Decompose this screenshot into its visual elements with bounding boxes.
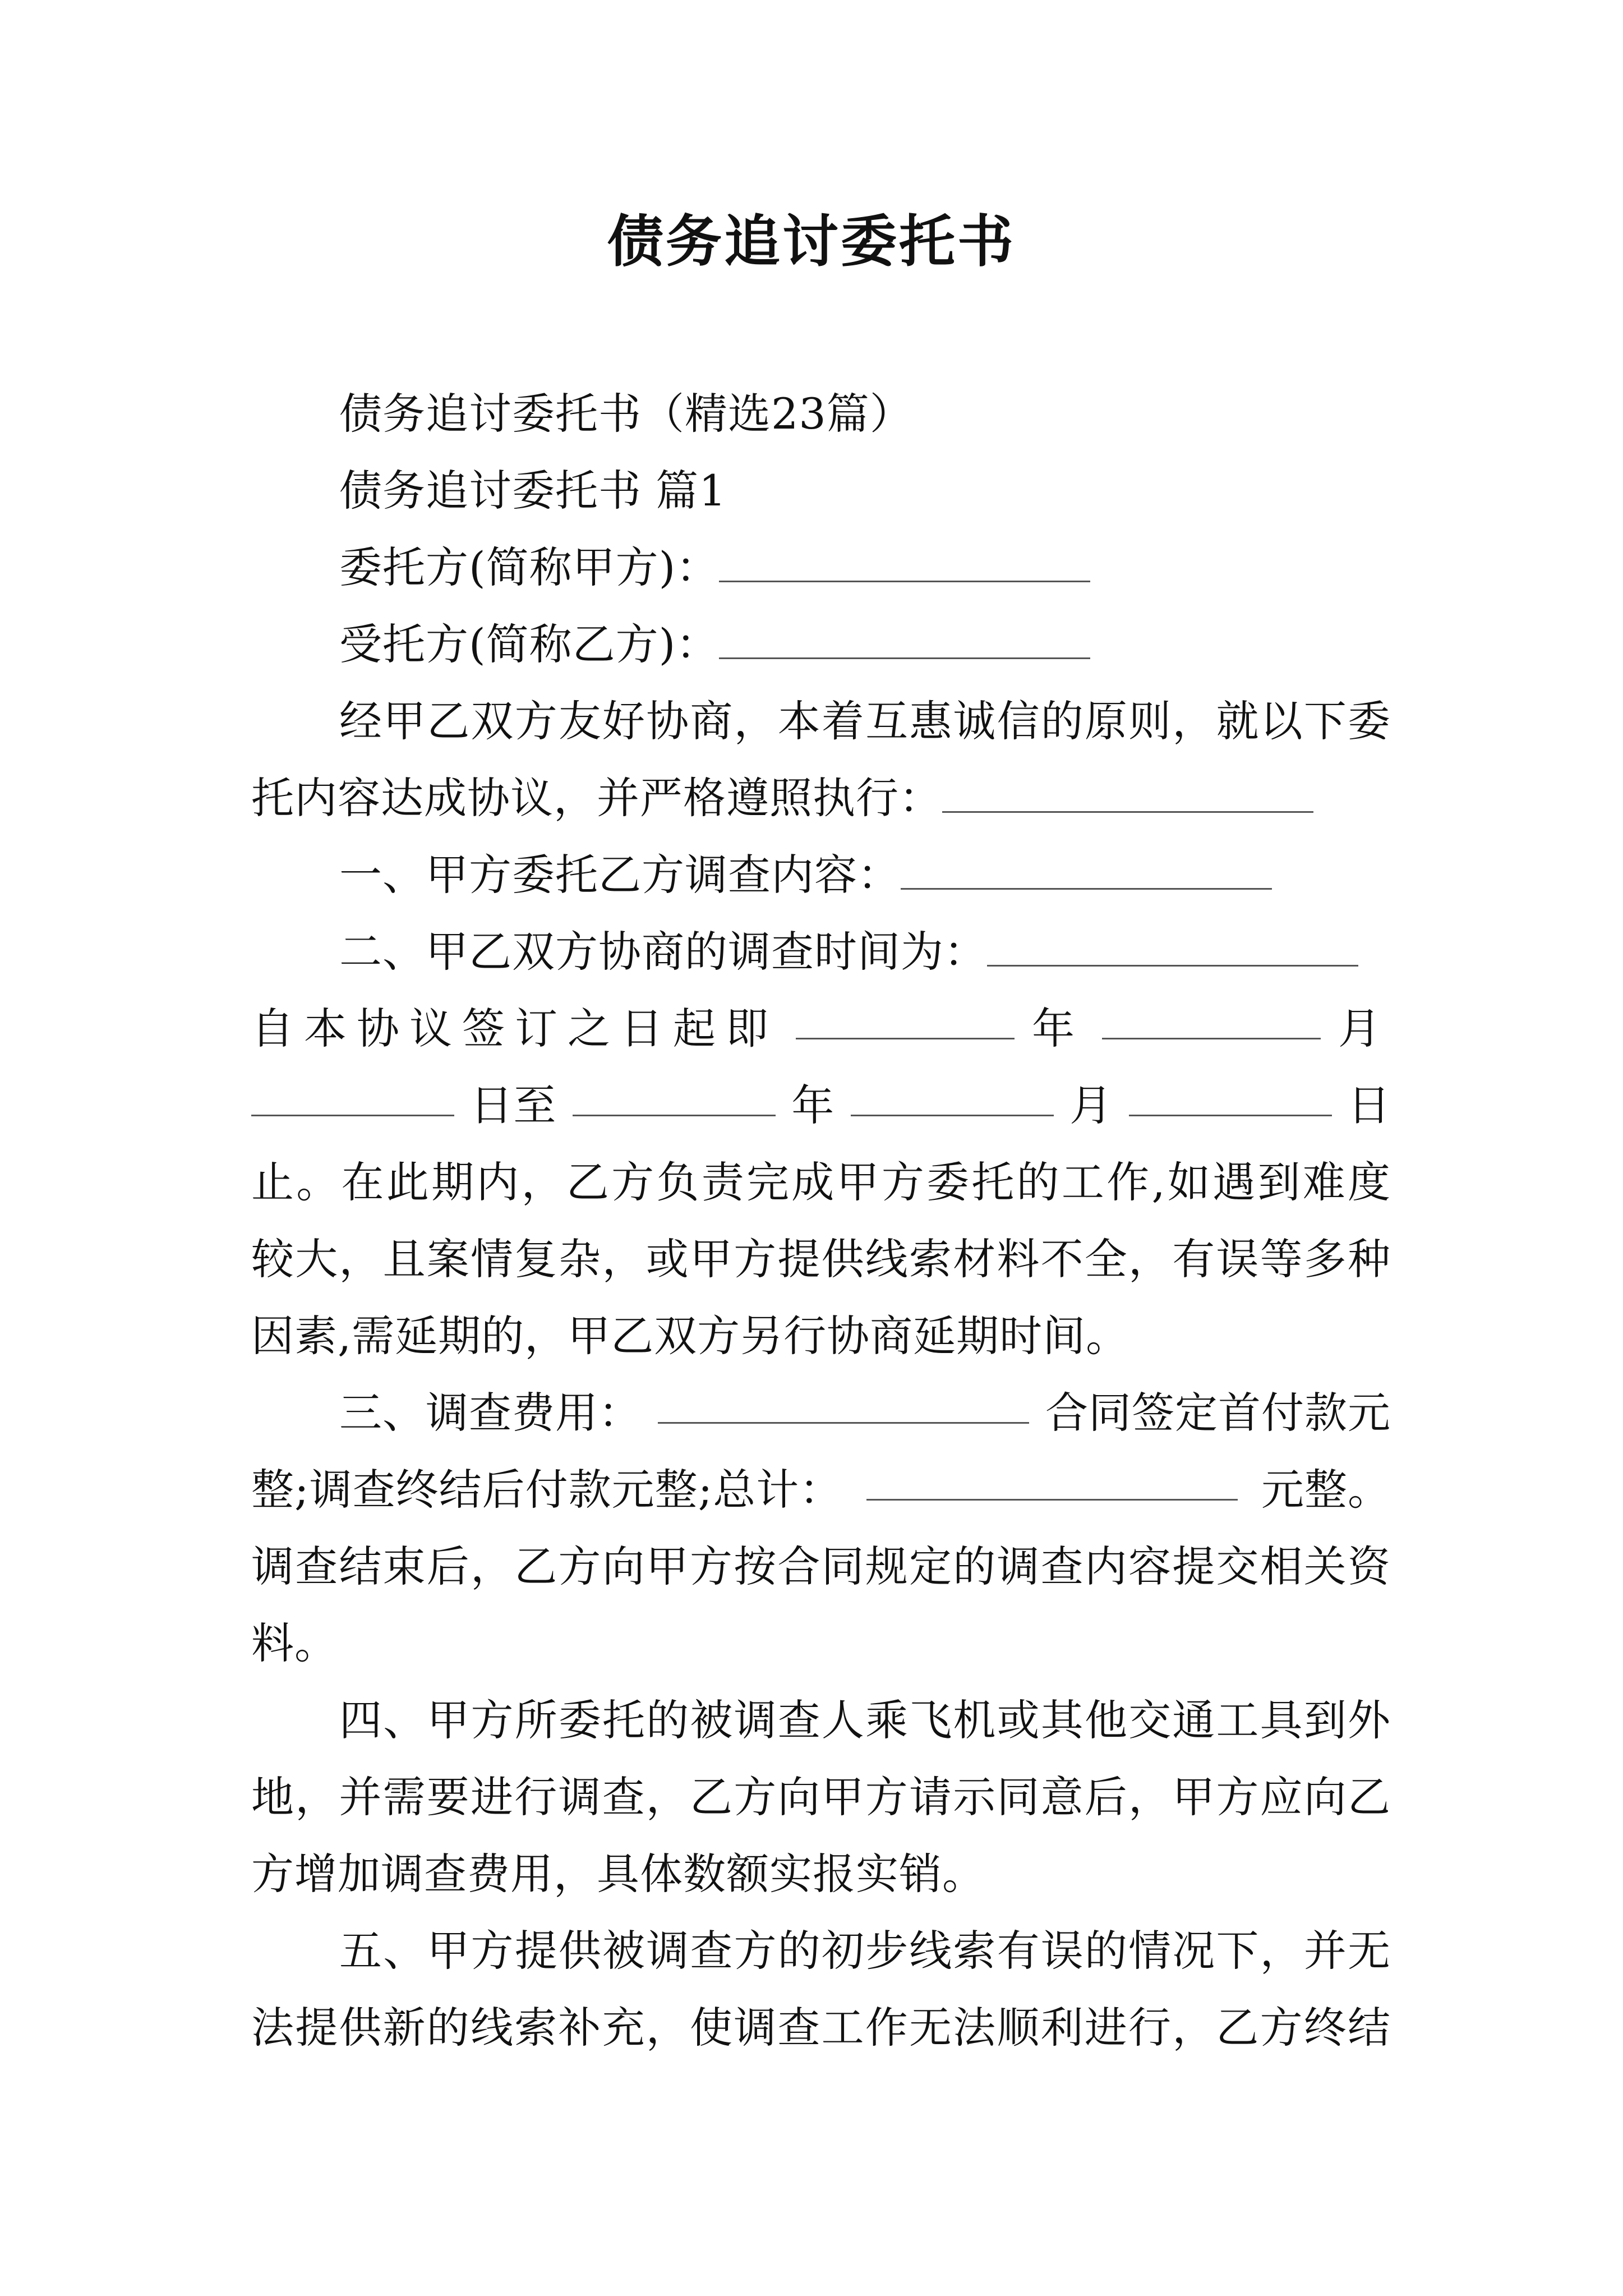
clause-4-line: 四、甲方所委托的被调查人乘飞机或其他交通工具到外 xyxy=(339,1695,1391,1745)
clause-1-blank xyxy=(901,851,1272,890)
date-end-line xyxy=(251,1078,1391,1134)
month-blank xyxy=(1102,1001,1321,1039)
client-party-line xyxy=(339,540,1391,596)
document-title: 债务追讨委托书 xyxy=(607,208,1016,274)
paragraph-line: 经甲乙双方友好协商，本着互惠诚信的原则，就以下委 xyxy=(339,696,1391,746)
client-party-label: 委托方(简称甲方)： xyxy=(339,542,720,592)
month-label: 月 xyxy=(1338,1004,1391,1053)
section-heading: 债务追讨委托书 篇1 xyxy=(339,466,727,516)
agent-party-label: 受托方(简称乙方)： xyxy=(339,619,720,669)
total-unit: 元整。 xyxy=(1261,1465,1391,1515)
day-to-label: 日至 xyxy=(470,1080,557,1130)
agent-party-blank xyxy=(719,620,1090,659)
clause-3-line xyxy=(339,1385,1391,1441)
agreement-text: 托内容达成协议，并严格遵照执行： xyxy=(251,773,942,823)
clause-2-blank xyxy=(987,928,1358,967)
end-year-label: 年 xyxy=(791,1080,835,1130)
paragraph-line: 较大，且案情复杂，或甲方提供线索材料不全，有误等多种 xyxy=(251,1234,1391,1284)
clause-3-text: 三、调查费用： xyxy=(339,1388,642,1438)
end-month-blank xyxy=(851,1078,1054,1116)
year-label: 年 xyxy=(1032,1004,1085,1053)
clause-2-line xyxy=(339,924,1391,980)
fee-total-line xyxy=(251,1462,1391,1518)
paragraph-line: 方增加调查费用，具体数额实报实销。 xyxy=(251,1849,985,1899)
client-party-blank xyxy=(719,544,1090,582)
year-blank xyxy=(796,1001,1015,1039)
first-payment-text: 合同签定首付款元 xyxy=(1045,1388,1391,1438)
paragraph-line: 因素,需延期的，甲乙双方另行协商延期时间。 xyxy=(251,1311,1129,1361)
end-day-blank xyxy=(1129,1078,1332,1116)
day-blank xyxy=(251,1078,454,1116)
paragraph-line: 止。在此期内，乙方负责完成甲方委托的工作,如遇到难度 xyxy=(251,1157,1391,1207)
clause-1-text: 一、甲方委托乙方调查内容： xyxy=(339,850,901,900)
paragraph-line: 法提供新的线索补充，使调查工作无法顺利进行，乙方终结 xyxy=(251,2003,1391,2053)
agreement-blank xyxy=(942,774,1313,813)
document-subtitle: 债务追讨委托书（精选23篇） xyxy=(339,389,913,439)
paragraph-line: 调查结束后，乙方向甲方按合同规定的调查内容提交相关资 xyxy=(251,1542,1391,1591)
clause-2-text: 二、甲乙双方协商的调查时间为： xyxy=(339,927,987,977)
date-start-text: 自本协议签订之日起即 xyxy=(251,1004,778,1053)
paragraph-line xyxy=(251,770,1391,826)
paragraph-line: 地，并需要进行调查，乙方向甲方请示同意后，甲方应向乙 xyxy=(251,1772,1391,1822)
end-month-label: 月 xyxy=(1069,1080,1113,1130)
fee-blank xyxy=(658,1385,1029,1424)
fee-total-text: 整;调查终结后付款元整;总计： xyxy=(251,1465,843,1515)
date-start-line xyxy=(251,1001,1391,1057)
agent-party-line xyxy=(339,616,1391,673)
end-day-label: 日 xyxy=(1347,1080,1391,1130)
paragraph-line: 料。 xyxy=(251,1618,338,1668)
total-blank xyxy=(866,1462,1238,1501)
clause-1-line xyxy=(339,847,1391,903)
clause-5-line: 五、甲方提供被调查方的初步线索有误的情况下，并无 xyxy=(339,1926,1391,1976)
end-year-blank xyxy=(573,1078,776,1116)
